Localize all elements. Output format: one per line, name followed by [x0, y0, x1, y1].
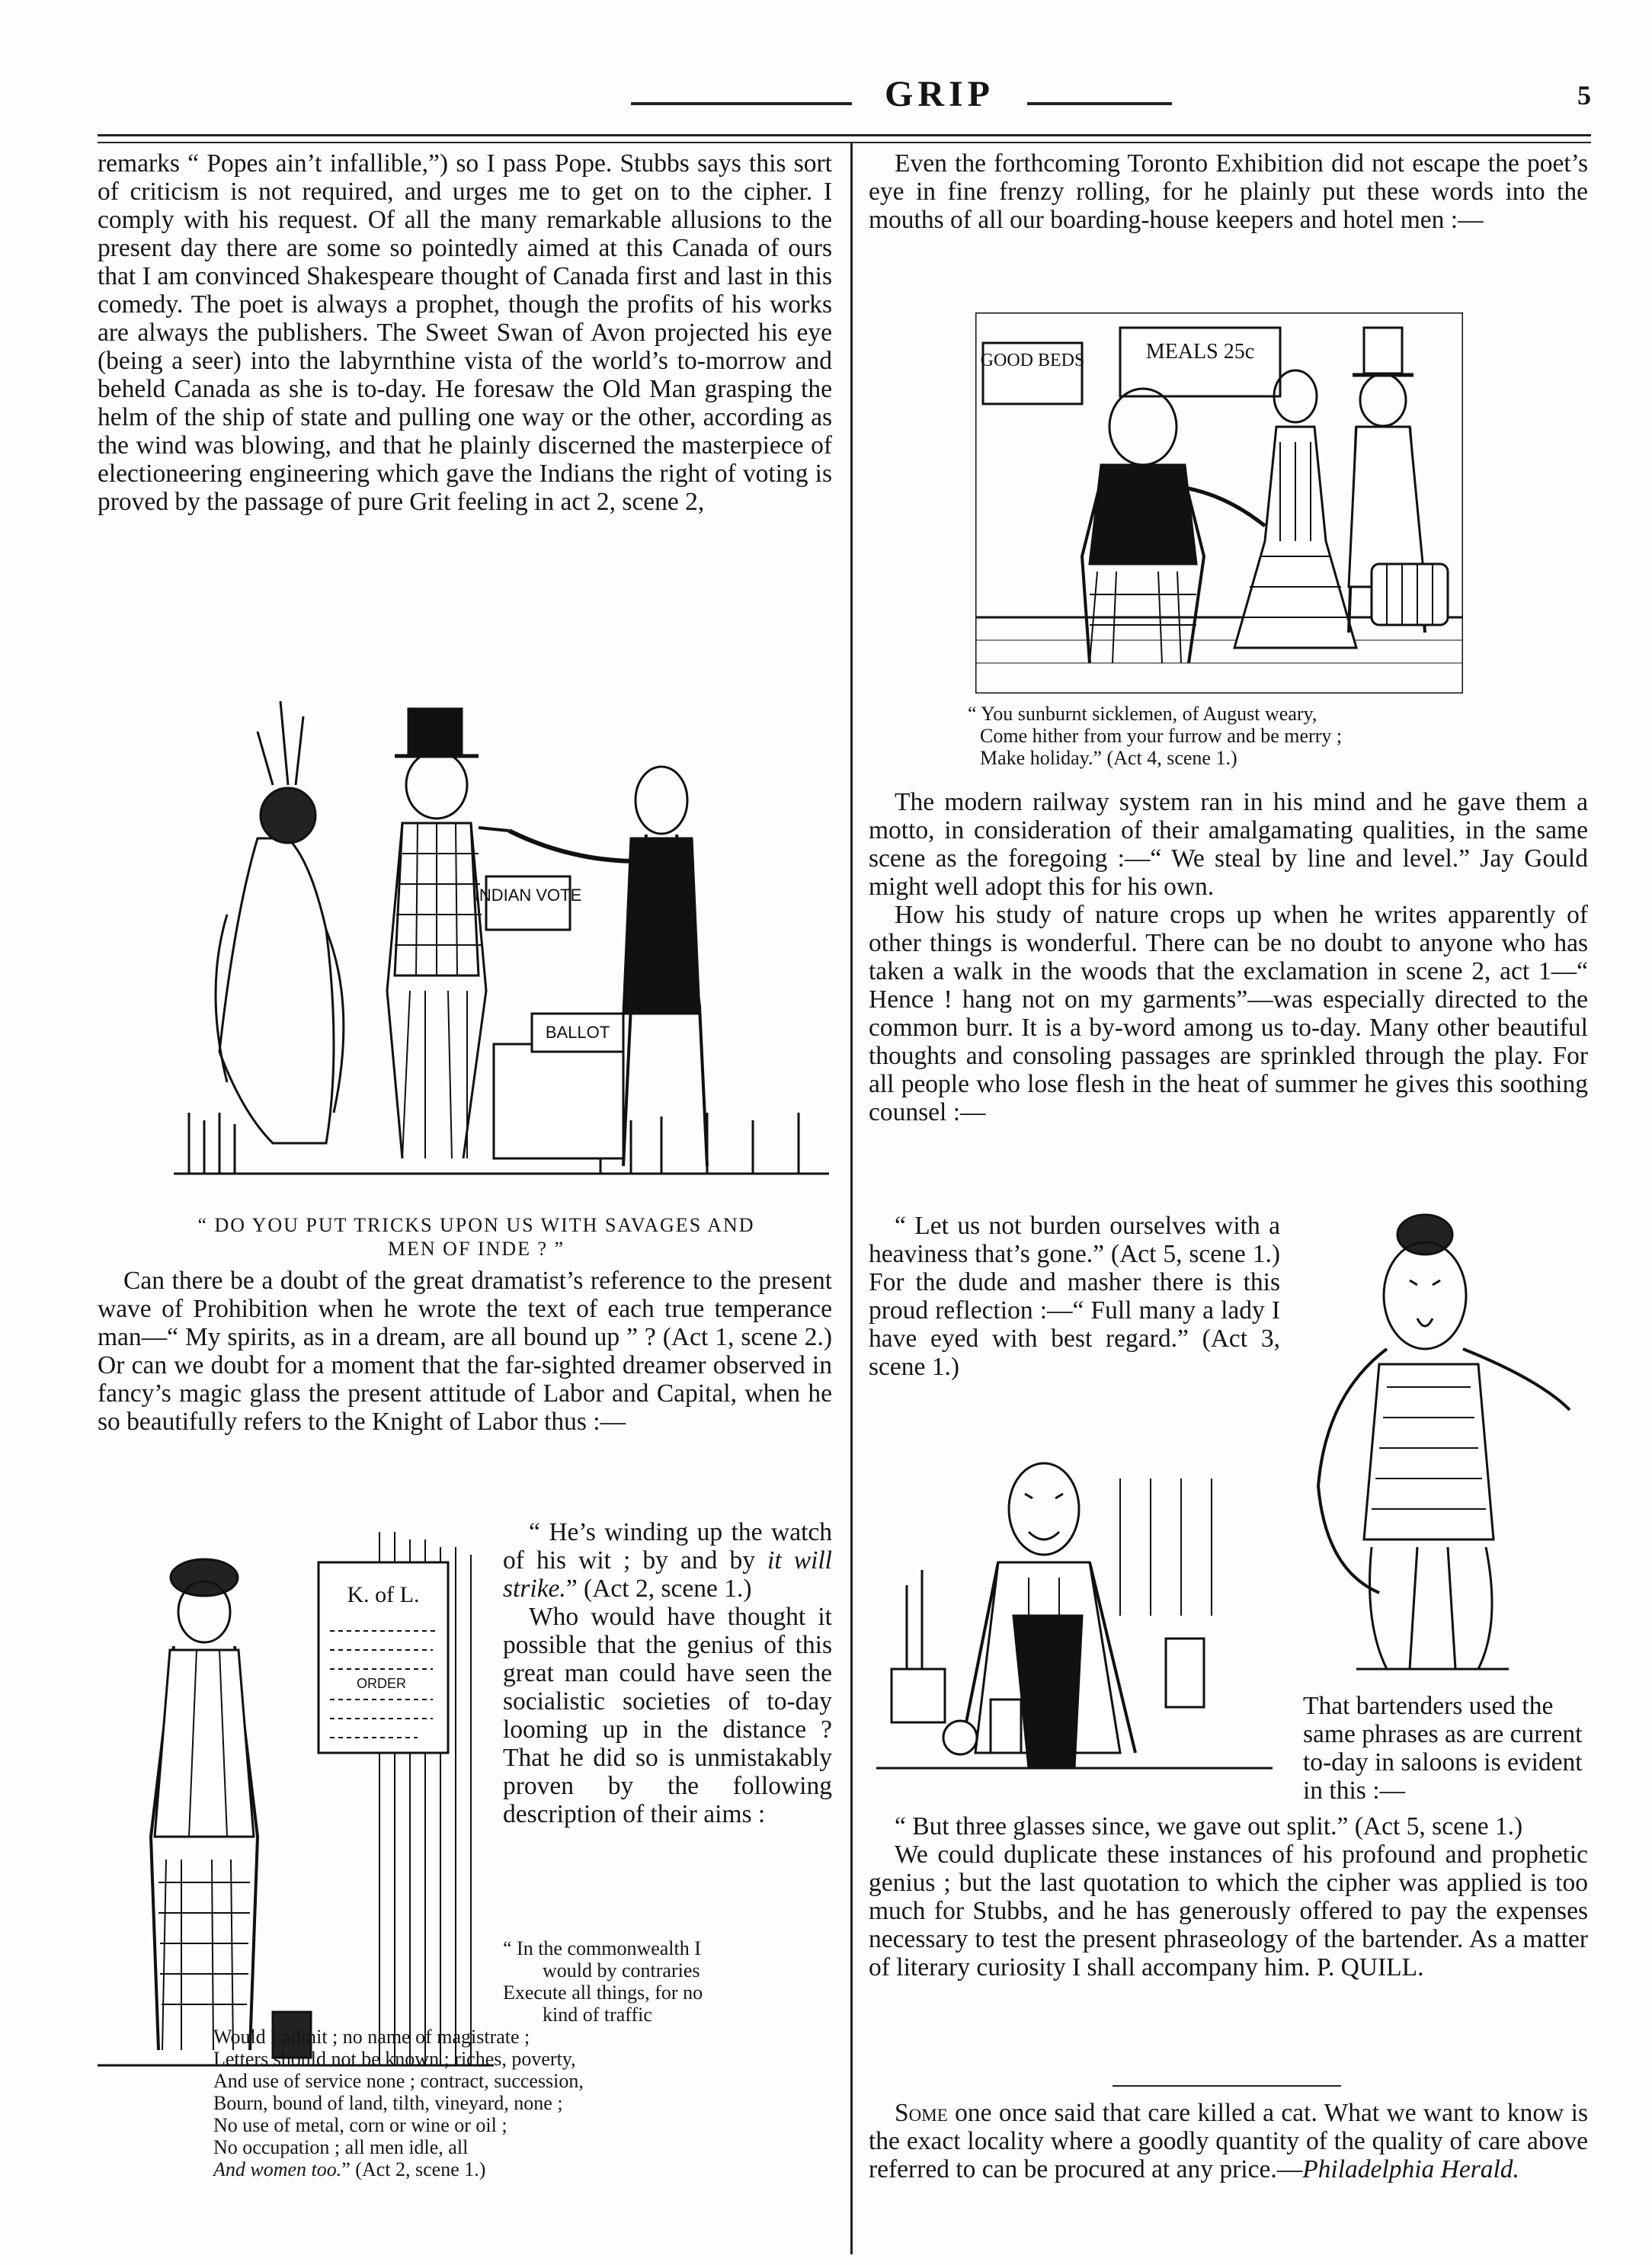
verse-line-6: Letters should not be known ; riches, poverty, — [213, 2048, 576, 2070]
header-rule-top — [98, 134, 1591, 136]
meals-sign-text: MEALS 25c — [1145, 340, 1255, 364]
page-number: 5 — [1577, 80, 1591, 111]
right-column-top — [869, 149, 1588, 234]
header-rule-bottom — [98, 142, 1591, 143]
indian-vote-caption — [114, 1213, 838, 1261]
right-paragraph-7-text: We could duplicate these instances of his profound and prophetic genius ; but the last quotation to which the cipher was applied is too much for Stubbs, and he has generously offered to pay the expenses necessary to test the present phraseology of the bartender. As a matter of literary curiosity I shall accompany him. — [869, 1841, 1588, 1981]
sicklemen-quote — [968, 703, 1593, 769]
masthead-rule-left — [631, 102, 852, 105]
masthead-rule-right — [1027, 102, 1172, 105]
left-paragraph-3 — [503, 1518, 832, 1603]
right-paragraph-5: That bartenders used the same phrases as are current to-day in saloons is evident in this :— — [1303, 1692, 1583, 1805]
quote-wit-italic: it will strike. — [503, 1546, 832, 1603]
knights-poster-title: K. of L. — [347, 1582, 420, 1607]
illustration-dude — [1295, 1212, 1593, 1684]
right-column-dude — [869, 1212, 1280, 1381]
indian-vote-sign-text: INDIAN VOTE — [474, 886, 582, 905]
left-column-middle — [98, 1267, 832, 1436]
verse-full — [213, 2026, 823, 2180]
masthead — [98, 73, 1591, 134]
verse-line-9: No use of metal, corn or wine or oil ; — [213, 2114, 507, 2136]
illustration-knight-of-labor — [98, 1517, 494, 2096]
right-column-middle — [869, 788, 1588, 1126]
filler-source: Philadelphia Herald. — [1302, 2155, 1519, 2183]
verse-line-10: No occupation ; all men idle, all — [213, 2136, 469, 2158]
right-paragraph-2: The modern railway system ran in his mind and he gave them a motto, in consideration of their amalgamating qualities, in the same scene as the foregoing :—“ We steal by line and level.” Jay Gould might well adopt this for his own. — [869, 788, 1588, 901]
section-divider — [1113, 2085, 1341, 2087]
caption-line-1: “ DO YOU PUT TRICKS UPON US WITH SAVAGES AND — [197, 1214, 755, 1236]
right-paragraph-1: Even the forthcoming Toronto Exhibition did not escape the poet’s eye in fine frenzy rolling, for he plainly put these words into the mouths of all our boarding-house keepers and hotel men :— — [869, 149, 1588, 234]
good-beds-sign-text: GOOD BEDS — [980, 351, 1085, 370]
left-paragraph-4: Who would have thought it possible that the genius of this great man could have seen the socialistic societies of to-day looming up in the distance ? That he did so is unmistakably proven by the following description of their aims : — [503, 1603, 832, 1828]
quote-wit-end: ” (Act 2, scene 1.) — [565, 1575, 752, 1603]
right-paragraph-7 — [869, 1841, 1588, 1981]
left-column-side — [503, 1518, 832, 1828]
illustration-boarding-house — [975, 312, 1463, 694]
ballot-box-text: BALLOT — [545, 1023, 610, 1042]
verse-line-11 — [213, 2158, 823, 2180]
column-divider — [850, 143, 853, 2254]
publication-title: GRIP — [885, 74, 994, 114]
sicklemen-line-1: “ You sunburnt sicklemen, of August weary, — [968, 703, 1317, 725]
indian-vote-drawing — [174, 686, 829, 1204]
dude-drawing — [1295, 1212, 1593, 1684]
sicklemen-line-3: Make holiday.” (Act 4, scene 1.) — [980, 747, 1237, 769]
right-column-filler — [869, 2099, 1588, 2183]
verse-line-3: Execute all things, for no — [503, 1981, 703, 2004]
right-column-bartender-text — [1280, 1692, 1588, 1805]
verse-line-2: would by contraries — [543, 1959, 700, 1981]
caption-line-2: MEN OF INDE ? ” — [387, 1238, 565, 1260]
illustration-indian-vote — [174, 686, 829, 1204]
verse-line-8: Bourn, bound of land, tilth, vineyard, none ; — [213, 2092, 563, 2114]
right-paragraph-8 — [869, 2099, 1588, 2183]
sicklemen-line-2: Come hither from your furrow and be merry ; — [980, 725, 1343, 747]
verse-italic-end: And women too. — [213, 2158, 342, 2180]
bartender-drawing — [876, 1448, 1273, 1799]
left-column-top — [98, 149, 832, 516]
verse-reference: ” (Act 2, scene 1.) — [341, 2158, 486, 2180]
filler-text: one once said that care killed a cat. What we want to know is the exact locality where a goodly quantity of the quality of care above referred to can be procured at any price.— — [869, 2099, 1588, 2183]
verse-line-5: Would I admit ; no name of magistrate ; — [213, 2026, 530, 2048]
filler-lead-caps: Some — [895, 2099, 948, 2127]
right-paragraph-4: “ Let us not burden ourselves with a heaviness that’s gone.” (Act 5, scene 1.) For the dude and masher there is this proud reflection :—“ Full many a lady I have eyed with best regard.” (Act 3, scene 1.) — [869, 1212, 1280, 1381]
author-signature: P. QUILL. — [1316, 1953, 1424, 1981]
illustration-bartender — [876, 1448, 1273, 1799]
right-column-bottom — [869, 1812, 1588, 1981]
left-paragraph-2: Can there be a doubt of the great dramatist’s reference to the present wave of Prohibition when he wrote the text of each true temperance man—“ My spirits, as in a dream, are all bound up ” ? (Act 1, scene 2.) Or can we doubt for a moment that the far-sighted dreamer observed in fancy’s magic glass the present attitude of Labor and Capital, when he so beautifully refers to the Knight of Labor thus :— — [98, 1267, 832, 1436]
verse-line-1: “ In the commonwealth I — [503, 1937, 701, 1959]
right-paragraph-3: How his study of nature crops up when he writes apparently of other things is wonderful. There can be no doubt to anyone who has taken a walk in the woods that the exclamation in scene 2, act 1—“ Hence ! hang not on my garments”—was especially directed to the common burr. It is a by-word among us to-day. Many other beautiful thoughts and consoling passages are sprinkled through the play. For all people who lose flesh in the heat of summer he gives this soothing counsel :— — [869, 901, 1588, 1126]
verse-line-4: kind of traffic — [543, 2004, 652, 2026]
verse-indented — [503, 1937, 832, 2026]
left-paragraph-1: remarks “ Popes ain’t infallible,”) so I pass Pope. Stubbs says this sort of criticism is not required, and urges me to get on to the cipher. I comply with his request. Of all the many remarkable allusions to the present day there are some so pointedly aimed at this Canada of ours that I am convinced Shakespeare thought of Canada first and last in this comedy. The poet is always a prophet, though the profits of his works are always the publishers. The Sweet Swan of Avon projected his eye (being a seer) into the labyrnthine vista of the world’s to-morrow and beheld Canada as she is to-day. He foresaw the Old Man grasping the helm of the ship of state and pulling one way or the other, according as the wind was blowing, and that he plainly discerned the masterpiece of electioneering engineering which gave the Indians the right of voting is proved by the passage of pure Grit feeling in act 2, scene 2, — [98, 149, 832, 516]
knights-poster-line: ORDER — [357, 1676, 407, 1691]
knight-of-labor-drawing — [98, 1517, 494, 2096]
quote-wit-start: “ He’s winding up the watch of his wit ; by and by — [503, 1518, 832, 1575]
verse-line-7: And use of service none ; contract, succession, — [213, 2070, 584, 2092]
boarding-house-drawing — [975, 312, 1463, 694]
right-paragraph-6: “ But three glasses since, we gave out split.” (Act 5, scene 1.) — [895, 1812, 1523, 1841]
